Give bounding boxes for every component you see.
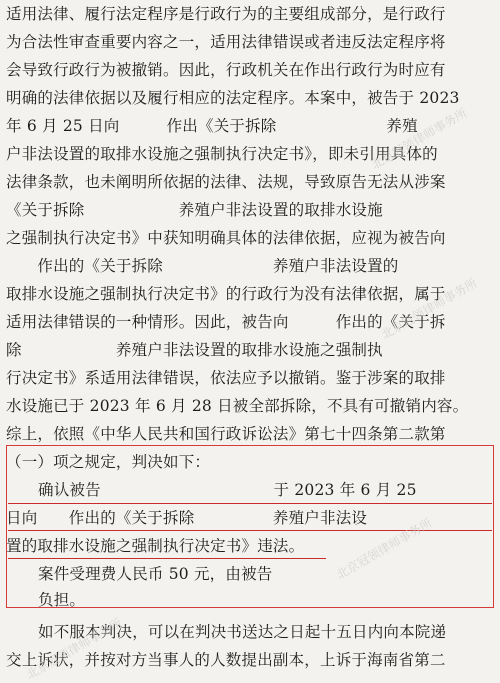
text-line: 确认被告 于 2023 年 6 月 25 bbox=[38, 481, 417, 499]
red-underline bbox=[8, 503, 492, 504]
text-line: 会导致行政行为被撤销。因此，行政机关在作出行政行为时应有 bbox=[6, 61, 446, 79]
text-line: 如不服本判决，可以在判决书送达之日起十五日内向本院递 bbox=[38, 623, 447, 641]
text-line: 行决定书》系适用法律错误，依法应予以撤销。鉴于涉案的取排 bbox=[6, 369, 446, 387]
text-line: 交上诉状，并按对方当事人的人数提出副本，上诉于海南省第二 bbox=[6, 651, 446, 669]
red-underline bbox=[8, 558, 326, 559]
text-line: 水设施已于 2023 年 6 月 28 日被全部拆除，不具有可撤销内容。 bbox=[6, 397, 469, 415]
text-line: 法律条款，也未阐明所依据的法律、法规，导致原告无法从涉案 bbox=[6, 173, 446, 191]
watermark: 北京冠领律师事务所 bbox=[378, 275, 480, 342]
text-line: 适用法律错误的一种情形。因此，被告向 作出的《关于拆 bbox=[6, 313, 446, 331]
text-line: 负担。 bbox=[38, 591, 86, 609]
text-line: 综上，依照《中华人民共和国行政诉讼法》第七十四条第二款第 bbox=[6, 425, 446, 443]
text-line: 户非法设置的取排水设施之强制执行决定书》，即未引用具体的 bbox=[6, 145, 438, 163]
watermark: 北京冠领律师事务所 bbox=[23, 615, 125, 682]
text-line: 除 养殖户非法设置的取排水设施之强制执 bbox=[6, 341, 383, 359]
watermark: 北京冠领律师事务所 bbox=[368, 105, 470, 172]
text-line: （一）项之规定，判决如下： bbox=[6, 453, 211, 471]
text-line: 为合法性审查重要内容之一，适用法律错误或者违反法定程序将 bbox=[6, 33, 446, 51]
text-line: 之强制执行决定书》中获知明确具体的法律依据，应视为被告向 bbox=[6, 229, 446, 247]
text-line: 明确的法律依据以及履行相应的法定程序。本案中，被告于 2023 bbox=[6, 89, 460, 107]
text-line: 年 6 月 25 日向 作出《关于拆除 养殖 bbox=[6, 117, 418, 135]
text-line: 《关于拆除 养殖户非法设置的取排水设施 bbox=[6, 201, 383, 219]
text-line: 适用法律、履行法定程序是行政行为的主要组成部分，是行政行 bbox=[6, 5, 446, 23]
text-line: 取排水设施之强制执行决定书》的行政行为没有法律依据，属于 bbox=[6, 285, 446, 303]
text-line: 日向 作出的《关于拆除 养殖户非法设 bbox=[6, 509, 368, 527]
text-line: 作出的《关于拆除 养殖户非法设置的 bbox=[6, 257, 399, 275]
text-line: 置的取排水设施之强制执行决定书》违法。 bbox=[6, 537, 305, 555]
watermark: 北京冠领律师事务所 bbox=[333, 515, 435, 582]
text-line: 案件受理费人民币 50 元，由被告 bbox=[38, 565, 273, 583]
